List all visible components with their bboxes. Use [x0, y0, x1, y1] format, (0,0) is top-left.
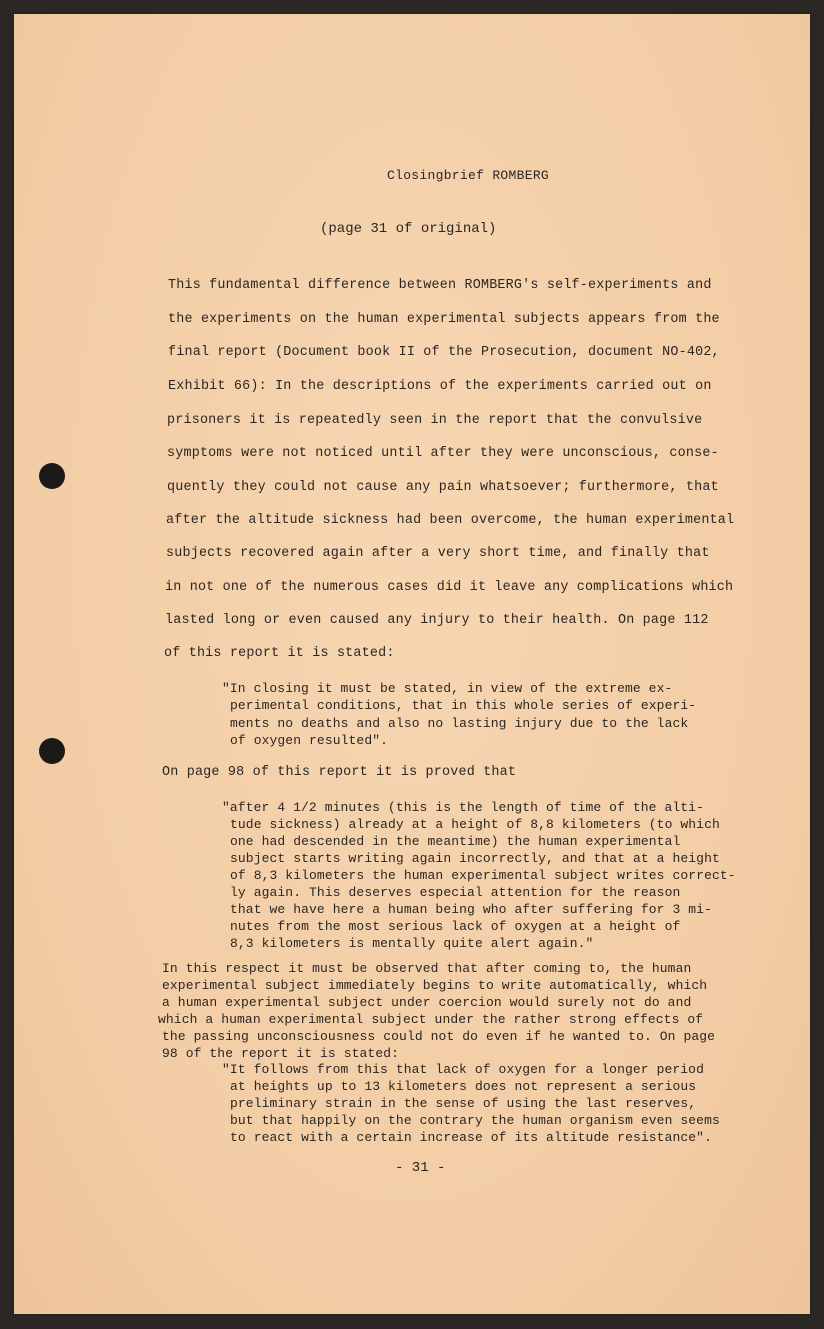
- paragraph-line: in not one of the numerous cases did it leave any complications which: [165, 580, 734, 595]
- quote-line: that we have here a human being who after suffering for 3 mi-: [230, 902, 712, 917]
- page-number: - 31 -: [395, 1160, 446, 1176]
- page-reference: (page 31 of original): [320, 221, 497, 237]
- quote-line: preliminary strain in the sense of using the last reserves,: [230, 1096, 697, 1111]
- quote-line: subject starts writing again incorrectly, and that at a height: [230, 851, 720, 866]
- quote-line: "In closing it must be stated, in view of the extreme ex-: [222, 681, 673, 696]
- quote-line: "It follows from this that lack of oxygen for a longer period: [222, 1062, 704, 1077]
- paragraph-line: experimental subject immediately begins to write automatically, which: [162, 978, 708, 993]
- paragraph-line: In this respect it must be observed that after coming to, the human: [162, 961, 692, 976]
- quote-line: 8,3 kilometers is mentally quite alert again.": [230, 936, 594, 951]
- paragraph-line: after the altitude sickness had been overcome, the human experimental: [166, 513, 735, 528]
- punch-hole: [39, 738, 65, 764]
- quote-line: of oxygen resulted".: [230, 733, 389, 748]
- quote-line: ly again. This deserves especial attention for the reason: [230, 885, 681, 900]
- paragraph-line: a human experimental subject under coercion would surely not do and: [162, 995, 692, 1010]
- paragraph-line: of this report it is stated:: [164, 646, 395, 661]
- quote-line: one had descended in the meantime) the human experimental: [230, 834, 681, 849]
- punch-hole: [39, 463, 65, 489]
- paragraph-line: quently they could not cause any pain whatsoever; furthermore, that: [167, 480, 719, 495]
- paragraph-line: On page 98 of this report it is proved that: [162, 765, 517, 780]
- quote-line: to react with a certain increase of its altitude resistance".: [230, 1130, 712, 1145]
- paragraph-line: final report (Document book II of the Prosecution, document NO-402,: [168, 345, 720, 360]
- document-title: Closingbrief ROMBERG: [387, 168, 550, 183]
- quote-line: nutes from the most serious lack of oxygen at a height of: [230, 919, 681, 934]
- quote-line: at heights up to 13 kilometers does not represent a serious: [230, 1079, 697, 1094]
- paragraph-line: the passing unconsciousness could not do even if he wanted to. On page: [162, 1029, 716, 1044]
- quote-line: but that happily on the contrary the human organism even seems: [230, 1113, 720, 1128]
- paragraph-line: subjects recovered again after a very short time, and finally that: [166, 546, 710, 561]
- quote-line: perimental conditions, that in this whole series of experi-: [230, 698, 697, 713]
- paragraph-line: Exhibit 66): In the descriptions of the experiments carried out on: [168, 379, 712, 394]
- quote-line: "after 4 1/2 minutes (this is the length of time of the alti-: [222, 800, 704, 815]
- quote-line: ments no deaths and also no lasting injury due to the lack: [230, 716, 689, 731]
- quote-line: of 8,3 kilometers the human experimental subject writes correct-: [230, 868, 736, 883]
- quote-line: tude sickness) already at a height of 8,8 kilometers (to which: [230, 817, 720, 832]
- paragraph-line: lasted long or even caused any injury to their health. On page 112: [165, 613, 709, 628]
- paragraph-line: the experiments on the human experimental subjects appears from the: [168, 312, 720, 327]
- paragraph-line: symptoms were not noticed until after they were unconscious, conse-: [167, 446, 719, 461]
- paragraph-line: which a human experimental subject under the rather strong effects of: [158, 1012, 704, 1027]
- paragraph-line: 98 of the report it is stated:: [162, 1046, 400, 1061]
- paragraph-line: prisoners it is repeatedly seen in the report that the convulsive: [167, 413, 703, 428]
- paragraph-line: This fundamental difference between ROMBERG's self-experiments and: [168, 278, 712, 293]
